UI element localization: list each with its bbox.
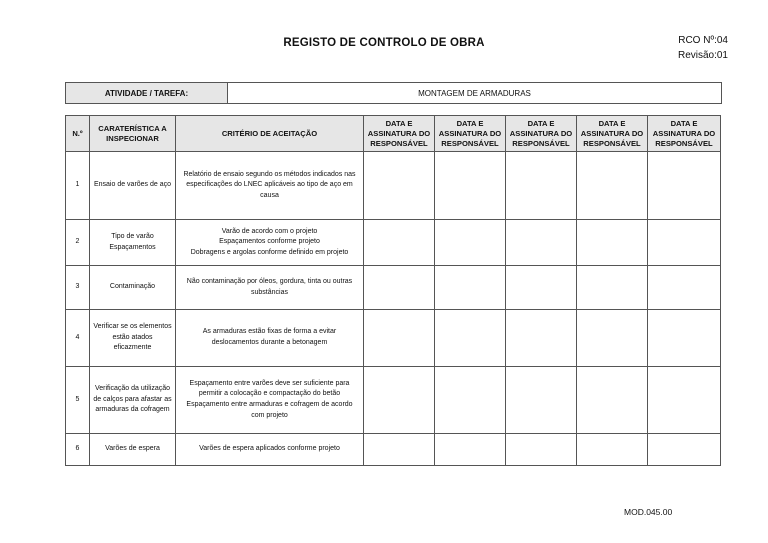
signature-cell[interactable] [648,266,721,310]
signature-cell[interactable] [506,152,577,220]
signature-cell[interactable] [435,220,506,266]
signature-cell[interactable] [577,266,648,310]
criterion-line: Varão de acordo com o projeto [221,227,318,235]
header-sign-2: DATA E ASSINATURA DO RESPONSÁVEL [435,116,506,152]
row-number: 3 [66,266,90,310]
form-code: MOD.045.00 [624,507,673,517]
signature-cell[interactable] [506,310,577,367]
row-criterion [176,220,364,266]
document-title: REGISTO DE CONTROLO DE OBRA [283,37,485,49]
header-criterion: CRITÉRIO DE ACEITAÇÃO [176,116,364,152]
signature-cell[interactable] [648,310,721,367]
signature-cell[interactable] [577,367,648,434]
signature-cell[interactable] [364,266,435,310]
row-number: 6 [66,434,90,466]
signature-cell[interactable] [364,367,435,434]
row-characteristic: Varões de espera [90,434,176,466]
row-characteristic: Tipo de varão Espaçamentos [90,220,176,266]
row-characteristic: Ensaio de varões de aço [90,152,176,220]
signature-cell[interactable] [648,220,721,266]
criterion-line: Espaçamento entre varões deve ser suficiente para permitir a colocação e compactação do betão [189,379,350,398]
signature-cell[interactable] [577,434,648,466]
row-criterion [176,367,364,434]
header-sign-4: DATA E ASSINATURA DO RESPONSÁVEL [577,116,648,152]
signature-cell[interactable] [506,434,577,466]
signature-cell[interactable] [364,310,435,367]
revision-number: Revisão:01 [677,50,728,61]
table-row [66,310,721,367]
activity-label: ATIVIDADE / TAREFA: [66,83,228,103]
row-characteristic: Verificação da utilização de calços para afastar as armaduras da cofragem [90,367,176,434]
row-number: 2 [66,220,90,266]
signature-cell[interactable] [577,220,648,266]
signature-cell[interactable] [648,434,721,466]
signature-cell[interactable] [648,367,721,434]
signature-cell[interactable] [435,266,506,310]
signature-cell[interactable] [364,434,435,466]
signature-cell[interactable] [435,310,506,367]
header-sign-5: DATA E ASSINATURA DO RESPONSÁVEL [648,116,721,152]
table-row [66,266,721,310]
inspection-table [65,115,721,466]
criterion-line: Dobragens e argolas conforme definido em projeto [190,248,349,256]
signature-cell[interactable] [506,367,577,434]
signature-cell[interactable] [648,152,721,220]
criterion-line: Espaçamento entre armaduras e cofragem de acordo com projeto [186,401,353,419]
row-number: 4 [66,310,90,367]
table-row [66,220,721,266]
row-number: 1 [66,152,90,220]
table-header-row [66,116,721,152]
rco-number: RCO Nº:04 [678,35,728,46]
row-criterion [176,266,364,310]
row-characteristic: Verificar se os elementos estão atados eficazmente [90,310,176,367]
row-characteristic: Contaminação [90,266,176,310]
signature-cell[interactable] [435,367,506,434]
header-characteristic: CARATERÍSTICA A INSPECIONAR [90,116,176,152]
signature-cell[interactable] [435,434,506,466]
signature-cell[interactable] [506,266,577,310]
signature-cell[interactable] [577,310,648,367]
criterion-line: Não contaminação por óleos, gordura, tinta ou outras substâncias [186,277,353,296]
table-row [66,152,721,220]
header-sign-1: DATA E ASSINATURA DO RESPONSÁVEL [364,116,435,152]
table-row [66,434,721,466]
row-number: 5 [66,367,90,434]
signature-cell[interactable] [364,152,435,220]
activity-box [65,82,722,104]
table-row [66,367,721,434]
header-sign-3: DATA E ASSINATURA DO RESPONSÁVEL [506,116,577,152]
header-number: N.º [66,116,90,152]
row-criterion [176,310,364,367]
criterion-line: As armaduras estão fixas de forma a evitar deslocamentos durante a betonagem [202,328,337,346]
signature-cell[interactable] [506,220,577,266]
criterion-line: Relatório de ensaio segundo os métodos indicados nas especificações do LNEC aplicáveis ao tipo de aço em causa [183,170,356,199]
signature-cell[interactable] [435,152,506,220]
signature-cell[interactable] [364,220,435,266]
activity-value: MONTAGEM DE ARMADURAS [418,88,531,98]
criterion-line: Espaçamentos conforme projeto [219,238,320,246]
criterion-line: Varões de espera aplicados conforme projeto [199,445,340,453]
row-criterion [176,152,364,220]
document-reference [678,33,728,63]
signature-cell[interactable] [577,152,648,220]
row-criterion [176,434,364,466]
